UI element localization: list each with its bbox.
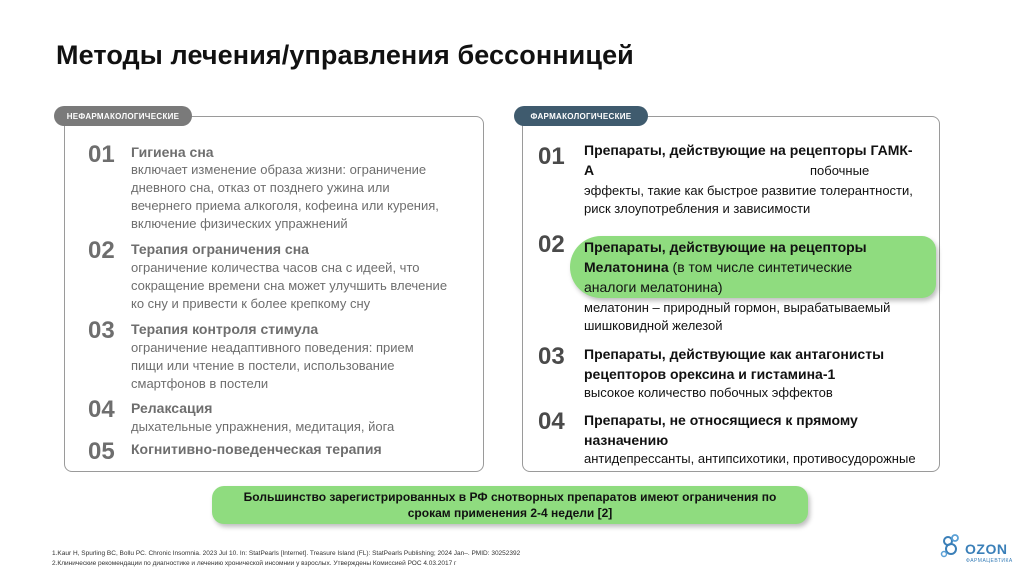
right-item-heading: Препараты, действующие на рецепторы ГАМК- А побочные: [584, 142, 913, 178]
right-item-heading: Препараты, действующие на рецепторы Мелатонина (в том числе синтетические аналоги мелатонина): [584, 239, 867, 295]
left-item-description: включает изменение образа жизни: ограничение дневного сна, отказ от позднего ужина или вечернего приема алкоголя, кофеина или курения, включение физических упражнений: [131, 162, 439, 231]
page-title: Методы лечения/управления бессонницей: [56, 40, 634, 70]
left-item-description: ограничение неадаптивного поведения: прием пищи или чтение в постели, использование смартфонов в постели: [131, 340, 414, 391]
left-item-description: ограничение количества часов сна с идеей, что сокращение времени сна может улучшить влечение ко сну и привести к более крепкому сну: [131, 260, 448, 311]
left-item-number: 04: [88, 396, 115, 423]
right-item-description: антидепрессанты, антипсихотики, противосудорожные: [584, 451, 916, 466]
right-item-number: 04: [538, 408, 565, 435]
left-item-number: 02: [88, 237, 115, 264]
left-item-heading: Когнитивно-поведенческая терапия: [131, 441, 382, 457]
bottom-note: Большинство зарегистрированных в РФ снотворных препаратов имеют ограничения по срокам применения 2-4 недели [2]: [212, 486, 808, 524]
right-item-description: высокое количество побочных эффектов: [584, 385, 833, 400]
left-item-description: дыхательные упражнения, медитация, йога: [131, 419, 395, 434]
left-item-number: 01: [88, 141, 115, 168]
left-item-number: 03: [88, 317, 115, 344]
reference-item: 2.Клинические рекомендации по диагностике и лечению хронической инсомнии у взрослых. Утверждены Комиссией РОС 4.03.2017 г: [52, 560, 457, 567]
right-item-number: 01: [538, 143, 565, 170]
references: [52, 549, 520, 569]
logo-subtitle: ФАРМАЦЕВТИКА: [966, 558, 1013, 564]
right-item-number: 03: [538, 343, 565, 370]
right-item-description: эффекты, такие как быстрое развитие толерантности, риск злоупотребления и зависимости: [584, 183, 913, 216]
nonpharmacological-badge: НЕФАРМАКОЛОГИЧЕСКИЕ: [54, 106, 192, 126]
logo-text: OZON: [965, 541, 1008, 557]
right-item-number: 02: [538, 231, 565, 258]
left-item-number: 05: [88, 438, 115, 465]
right-item-description: мелатонин – природный гормон, вырабатываемый шишковидной железой: [584, 300, 891, 333]
pharmacological-badge: ФАРМАКОЛОГИЧЕСКИЕ: [514, 106, 648, 126]
left-item-heading: Терапия ограничения сна: [131, 241, 309, 257]
left-item-heading: Гигиена сна: [131, 144, 214, 160]
left-item-heading: Терапия контроля стимула: [131, 321, 319, 337]
left-item-heading: Релаксация: [131, 400, 213, 416]
right-item-heading: Препараты, действующие как антагонисты рецепторов орексина и гистамина-1: [584, 346, 885, 382]
right-item-heading: Препараты, не относящиеся к прямому назначению: [584, 412, 858, 448]
reference-item: 1.Kaur H, Spurling BC, Bollu PC. Chronic Insomnia. 2023 Jul 10. In: StatPearls [Internet]. Treasure Island (FL): StatPearls Publishing; 2024 Jan–. PMID: 30252392: [52, 550, 521, 557]
